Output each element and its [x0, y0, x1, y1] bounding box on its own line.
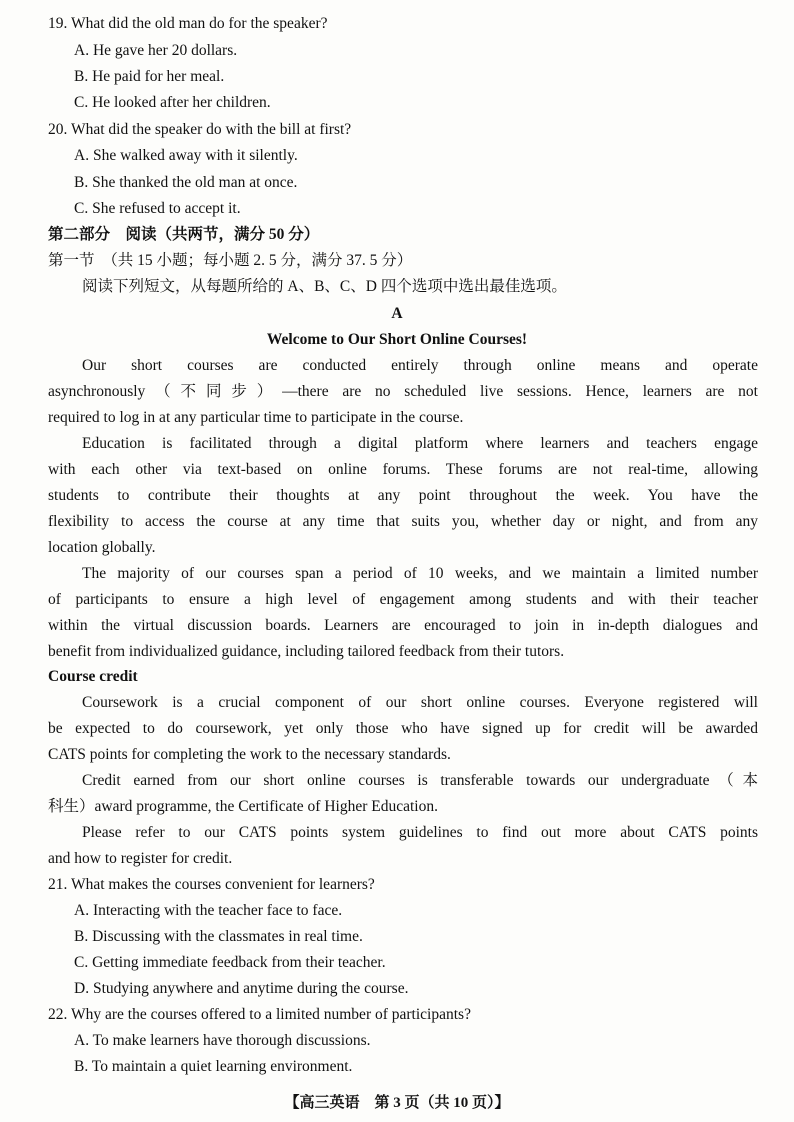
credit-line: Coursework is a crucial component of our short online courses. Everyone registered will [82, 694, 758, 711]
q21-option-d: D. Studying anywhere and anytime during the course. [74, 980, 409, 997]
q21-option-b: B. Discussing with the classmates in real time. [74, 928, 363, 945]
instructions: 阅读下列短文，从每题所给的 A、B、C、D 四个选项中选出最佳选项。 [82, 278, 567, 295]
q20-option-b: B. She thanked the old man at once. [74, 174, 298, 191]
credit-line: Please refer to our CATS points system guidelines to find out more about CATS points [82, 824, 758, 841]
credit-line: CATS points for completing the work to the necessary standards. [48, 746, 451, 763]
q22-option-a: A. To make learners have thorough discussions. [74, 1032, 371, 1049]
course-credit-heading: Course credit [48, 668, 138, 685]
passage-line: within the virtual discussion boards. Learners are encouraged to join in in-depth dialogues and [48, 617, 758, 634]
q21-stem: 21. What makes the courses convenient for learners? [48, 876, 375, 893]
credit-line: and how to register for credit. [48, 850, 233, 867]
passage-line: Our short courses are conducted entirely through online means and operate [82, 357, 758, 374]
passage-line: of participants to ensure a high level of engagement among students and with their teacher [48, 591, 758, 608]
passage-letter: A [391, 305, 403, 322]
passage-line: asynchronously（不同步）—there are no scheduled live sessions. Hence, learners are not [48, 383, 758, 400]
section1-heading: 第一节 （共 15 小题；每小题 2. 5 分，满分 37. 5 分） [48, 252, 413, 269]
passage-line: with each other via text-based on online forums. These forums are not real-time, allowing [48, 461, 758, 478]
q20-option-a: A. She walked away with it silently. [74, 147, 298, 164]
credit-line: 科生）award programme, the Certificate of Higher Education. [48, 798, 438, 815]
q19-option-b: B. He paid for her meal. [74, 68, 225, 85]
q19-stem: 19. What did the old man do for the speaker? [48, 15, 328, 32]
passage-line: flexibility to access the course at any time that suits you, whether day or night, and from any [48, 513, 758, 530]
q20-stem: 20. What did the speaker do with the bill at first? [48, 121, 352, 138]
q19-option-a: A. He gave her 20 dollars. [74, 42, 238, 59]
passage-line: benefit from individualized guidance, including tailored feedback from their tutors. [48, 643, 565, 660]
credit-line: be expected to do coursework, yet only those who have signed up for credit will be awarded [48, 720, 758, 737]
q20-option-c: C. She refused to accept it. [74, 200, 241, 217]
q19-option-c: C. He looked after her children. [74, 94, 271, 111]
credit-line: Credit earned from our short online courses is transferable towards our undergraduate（本 [82, 772, 758, 789]
q21-option-a: A. Interacting with the teacher face to face. [74, 902, 343, 919]
q22-stem: 22. Why are the courses offered to a limited number of participants? [48, 1006, 471, 1023]
page-footer: 【高三英语 第 3 页（共 10 页）】 [284, 1095, 510, 1111]
passage-line: students to contribute their thoughts at any point throughout the week. You have the [48, 487, 758, 504]
passage-line: required to log in at any particular time to participate in the course. [48, 409, 464, 426]
q22-option-b: B. To maintain a quiet learning environment. [74, 1058, 353, 1075]
passage-line: Education is facilitated through a digital platform where learners and teachers engage [82, 435, 758, 452]
part2-heading: 第二部分 阅读（共两节，满分 50 分） [48, 226, 320, 243]
passage-line: location globally. [48, 539, 156, 556]
passage-title: Welcome to Our Short Online Courses! [266, 331, 528, 348]
passage-line: The majority of our courses span a period of 10 weeks, and we maintain a limited number [82, 565, 758, 582]
q21-option-c: C. Getting immediate feedback from their teacher. [74, 954, 386, 971]
